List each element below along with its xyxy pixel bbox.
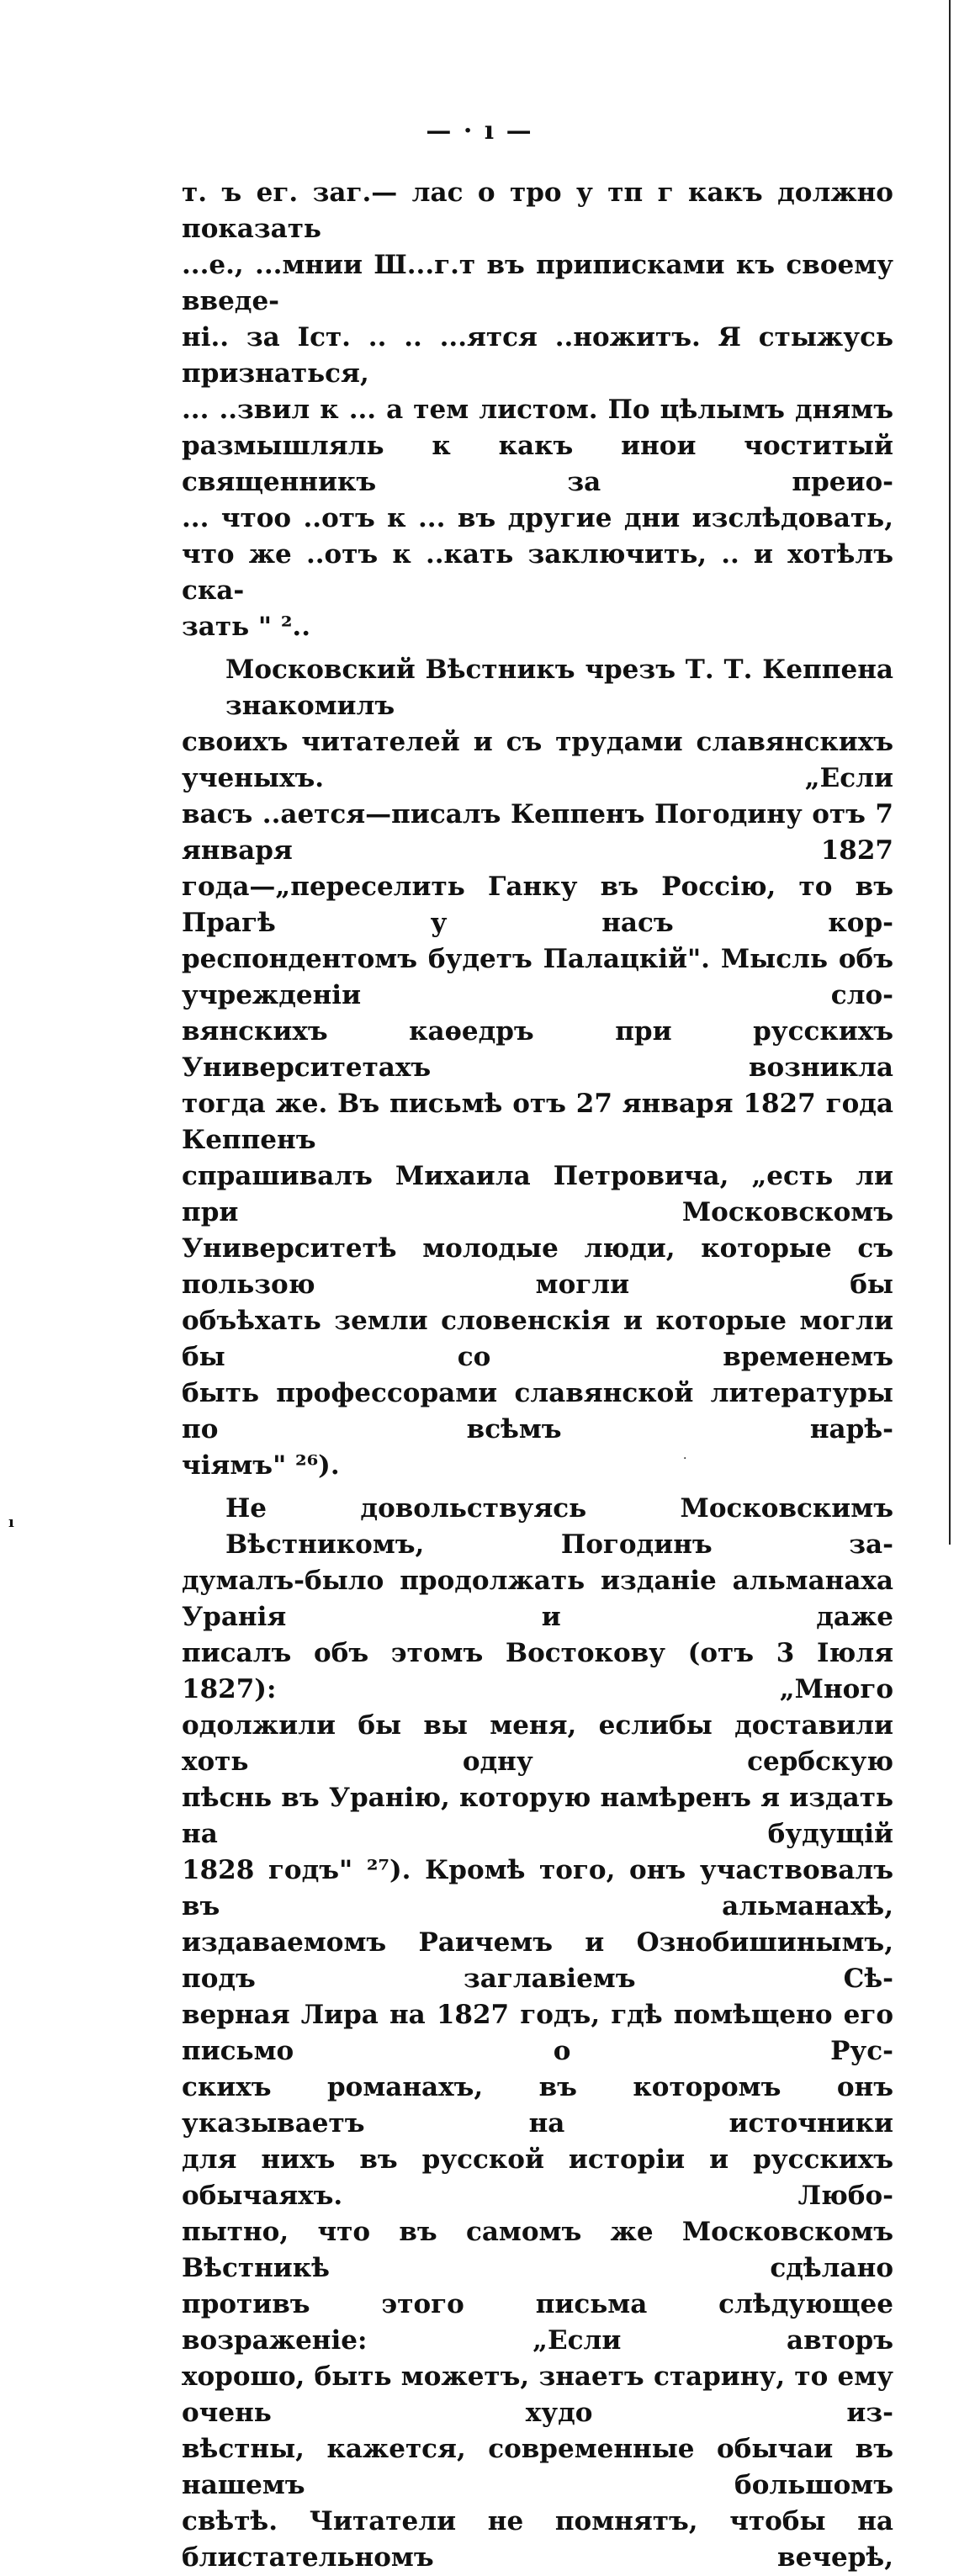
text-line: вянскихъ каѳедръ при русскихъ Университетахъ возникла — [182, 1016, 893, 1083]
text-line: размышляль к какъ инои чоститый священникъ за преио- — [182, 431, 893, 497]
text-line: Не довольствуясь Московскимъ Вѣстникомъ, Погодинъ за- — [225, 1493, 893, 1560]
text-line: быть профессорами славянской литературы по всѣмъ нарѣ- — [182, 1378, 893, 1444]
text-line: ...е., ...мнии Ш...г.т въ приписками къ своему введе- — [182, 250, 893, 316]
text-line: ... чтоо ..отъ к ... въ другие дни изслѣдовать, — [182, 503, 893, 533]
text-line: 1828 годъ" ²⁷). Кромѣ того, онъ участвовалъ въ альманахѣ, — [182, 1855, 893, 1921]
text-line: свѣтѣ. Читатели не помнятъ, чтобы на блистательномъ вечерѣ, — [182, 2506, 893, 2573]
text-line: хорошо, быть можетъ, знаетъ старину, то ему очень худо из- — [182, 2361, 893, 2428]
text-line: вѣстны, кажется, современные обычаи въ нашемъ большомъ — [182, 2434, 893, 2500]
page-edge-line — [949, 0, 951, 1545]
page-number: — · ı — — [426, 116, 533, 146]
corner-mark: ı — [8, 1513, 14, 1531]
text-line: чіямъ" ²⁶). — [182, 1450, 340, 1481]
paragraph-3 — [182, 1491, 893, 2576]
text-line: писалъ объ этомъ Востокову (отъ 3 Іюля 1827): „Много — [182, 1638, 893, 1704]
text-line: одолжили бы вы меня, еслибы доставили хоть одну сербскую — [182, 1710, 893, 1777]
text-line: ні.. за Іст. .. .. ...ятся ..ножитъ. Я стыжусь признаться, — [182, 322, 893, 389]
text-line: противъ этого письма слѣдующее возраженіе: „Если авторъ — [182, 2289, 893, 2356]
text-line: ... ..звил к ... а тем листом. По цѣлымъ днямъ — [182, 395, 893, 425]
text-line: объѣхать земли словенскія и которые могли бы со временемъ — [182, 1306, 893, 1372]
text-line: тогда же. Въ письмѣ отъ 27 января 1827 года Кеппенъ — [182, 1089, 893, 1155]
text-line: издаваемомъ Раичемъ и Ознобишинымъ, подъ заглавіемъ Сѣ- — [182, 1927, 893, 1994]
text-line: года—„переселить Ганку въ Россію, то въ Прагѣ у насъ кор- — [182, 872, 893, 938]
paragraph-1 — [182, 175, 893, 645]
stray-dot: · — [683, 1452, 687, 1466]
text-line: Московский Вѣстникъ чрезъ Т. Т. Кеппена знакомилъ — [225, 655, 893, 721]
text-line: Университетѣ молодые люди, которые съ пользою могли бы — [182, 1233, 893, 1300]
body-text — [182, 175, 893, 2576]
text-line: что же ..отъ к ..кать заключить, .. и хотѣлъ ска- — [182, 539, 893, 606]
text-line: респондентомъ будетъ Палацкій". Мысль объ учрежденіи сло- — [182, 944, 893, 1010]
text-line: спрашивалъ Михаила Петровича, „есть ли при Московскомъ — [182, 1161, 893, 1227]
text-line: скихъ романахъ, въ которомъ онъ указываетъ на источники — [182, 2072, 893, 2139]
text-line: верная Лира на 1827 годъ, гдѣ помѣщено его письмо о Рус- — [182, 2000, 893, 2066]
text-line: для нихъ въ русской исторіи и русскихъ обычаяхъ. Любо- — [182, 2144, 893, 2211]
paragraph-2 — [182, 652, 893, 1484]
text-line: своихъ читателей и съ трудами славянскихъ ученыхъ. „Если — [182, 727, 893, 793]
text-line: васъ ..ается—писалъ Кеппенъ Погодину отъ 7 января 1827 — [182, 799, 893, 866]
text-line: пѣснь въ Уранію, которую намѣренъ я издать на будущій — [182, 1783, 893, 1849]
text-line: зать " ².. — [182, 612, 311, 642]
text-line: т. ъ ег. заг.— лас о тро у тп г какъ должно показать — [182, 178, 893, 244]
text-line: думалъ-было продолжать изданіе альманаха Уранія и даже — [182, 1566, 893, 1632]
text-line: пытно, что въ самомъ же Московскомъ Вѣстникѣ сдѣлано — [182, 2217, 893, 2283]
